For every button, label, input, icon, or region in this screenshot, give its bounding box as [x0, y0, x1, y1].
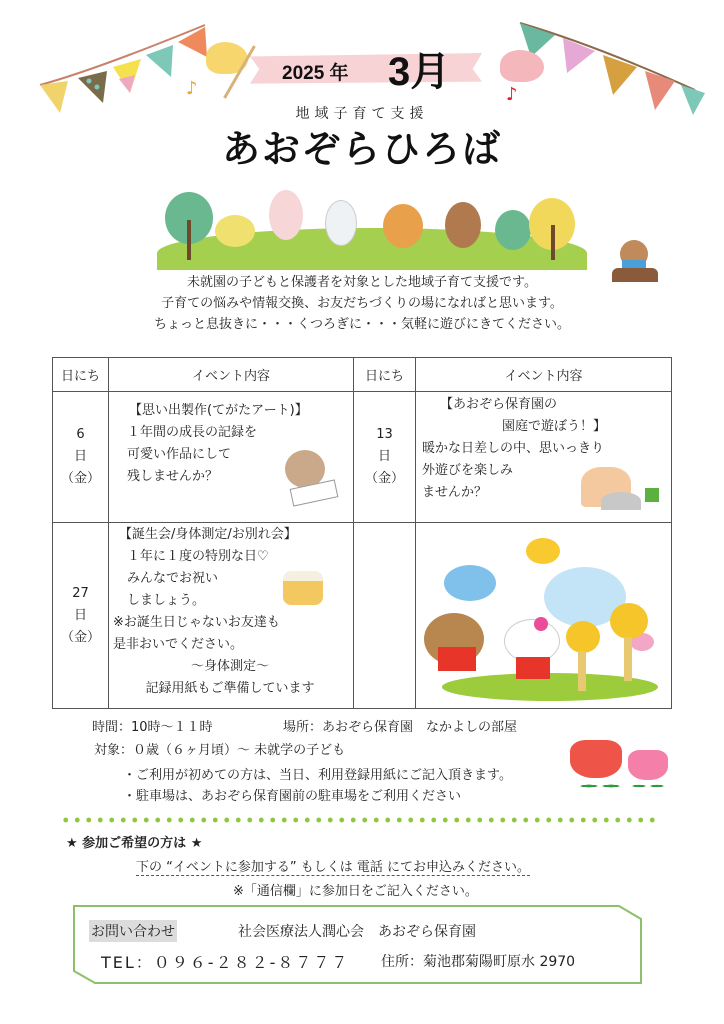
event-date — [53, 392, 109, 523]
bear-shirt — [438, 647, 476, 671]
event-line: みんなでお祝い — [127, 571, 219, 586]
intro-line: 子育ての悩みや情報交換、お友だちづくりの場になればと思います。 — [161, 296, 563, 311]
contact-label: お問い合わせ — [89, 920, 177, 942]
friends-illustration-cell — [416, 523, 672, 709]
squirrel-icon — [383, 204, 423, 248]
event-date — [53, 523, 109, 709]
tree-trunk — [578, 651, 586, 691]
day-unit: 日 — [73, 449, 87, 464]
pink-bird-icon — [500, 50, 544, 82]
intro-text — [0, 272, 724, 335]
event-title: 【思い出製作(てがたアート)】 — [129, 403, 308, 418]
event-line: １年間の成長の記録を — [127, 425, 258, 440]
event-line: 残しませんか？ — [127, 469, 219, 484]
place-info: 場所：あおぞら保育園 なかよしの部屋 — [283, 720, 518, 735]
event-line: 可愛い作品にして — [127, 447, 232, 462]
event-line: １年に１度の特別な日♡ — [127, 549, 269, 564]
weekday: （金） — [60, 629, 100, 645]
day-number: 13 — [376, 427, 393, 442]
smiling-tree-icon — [610, 603, 648, 639]
intro-line: ちょっと息抜きに・・・くつろぎに・・・気軽に遊びにきてください。 — [153, 317, 570, 332]
tree-trunk — [551, 225, 555, 260]
table-header-row — [53, 358, 672, 392]
day-unit: 日 — [73, 607, 87, 623]
apply-instructions: 下の “イベントに参加する” もしくは 電話 にてお申込みください。 — [136, 856, 530, 876]
event-content — [109, 392, 354, 523]
event-subheading: ～身体測定～ — [190, 659, 269, 674]
intro-line: 未就園の子どもと保護者を対象とした地域子育て支援です。 — [187, 275, 537, 290]
sun-icon — [526, 538, 560, 564]
day-number: 6 — [76, 427, 85, 442]
table-row — [53, 523, 672, 709]
event-content — [109, 523, 354, 709]
event-line: ※お誕生日じゃないお友達も — [113, 615, 280, 630]
rabbit-shirt — [516, 657, 550, 679]
event-title: 【誕生会/身体測定/お別れ会】 — [119, 527, 297, 542]
time-info: 時間：10時～１１時 — [92, 720, 213, 735]
bear-icon — [445, 202, 481, 248]
events-table — [52, 357, 672, 709]
column-header-event: イベント内容 — [416, 358, 672, 392]
music-note-icon: ♪ — [186, 78, 198, 99]
event-date — [354, 392, 416, 523]
day-unit: 日 — [377, 449, 391, 464]
tree-trunk — [187, 220, 191, 260]
blue-balloon-icon — [444, 565, 496, 601]
page-title: あおぞらひろば — [221, 127, 502, 171]
column-header-event: イベント内容 — [109, 358, 354, 392]
apply-heading: ★ 参加ご希望の方は ★ — [66, 836, 203, 851]
contact-address: 住所：菊池郡菊陽町原水 2970 — [381, 954, 576, 970]
bunting-left-decoration — [35, 15, 215, 115]
subtitle: 地域子育て支援 — [295, 106, 429, 122]
weekday: （金） — [364, 471, 404, 486]
event-line: ませんか？ — [422, 485, 488, 500]
event-line: 是非おいでください。 — [113, 637, 244, 652]
contact-box-border — [73, 905, 643, 985]
contact-phone: TEL：０９６-２８２-８７７７ — [101, 953, 350, 972]
red-tulip-icon — [570, 740, 622, 778]
forest-animals-illustration — [157, 180, 587, 270]
tree-icon — [215, 215, 255, 247]
year-label: 2025 年 — [282, 63, 349, 84]
tulip-leaves — [630, 781, 666, 791]
day-number: 27 — [72, 585, 89, 601]
event-line: しましょう。 — [127, 593, 206, 608]
target-info: 対象：０歳（６ヶ月頃）～ 未就学の子ども — [94, 743, 346, 758]
event-line: 暖かな日差しの中、思いっきり — [422, 441, 605, 456]
event-line: 外遊びを楽しみ — [422, 463, 514, 478]
dotted-divider — [60, 817, 658, 823]
event-title: 【あおぞら保育園の — [440, 397, 558, 412]
weekday: （金） — [60, 471, 100, 486]
table-row — [53, 392, 672, 523]
empty-date — [354, 523, 416, 709]
music-note-icon: ♪ — [506, 84, 518, 105]
pink-tulip-icon — [628, 750, 668, 780]
column-header-date: 日にち — [53, 358, 109, 392]
event-line: 記録用紙もご準備しています — [145, 681, 315, 696]
month-label: 3月 — [388, 50, 451, 94]
tree-icon — [495, 210, 531, 250]
apply-note: ※「通信欄」に参加日をご記入ください。 — [233, 884, 478, 899]
sand-mound-icon — [601, 492, 641, 510]
event-title: 園庭で遊ぼう！】 — [502, 419, 607, 434]
note-first-time: ・ご利用が初めての方は、当日、利用登録用紙にご記入頂きます。 — [123, 768, 512, 783]
note-parking: ・駐車場は、あおぞら保育園前の駐車場をご利用ください — [123, 789, 462, 804]
event-content — [416, 392, 672, 523]
flower-icon — [534, 617, 548, 631]
cat-icon — [325, 200, 357, 246]
contact-organization: 社会医療法人潤心会 あおぞら保育園 — [238, 924, 476, 940]
tree-trunk — [624, 637, 632, 681]
birthday-cake-icon — [283, 571, 323, 605]
tulip-leaves — [578, 781, 622, 791]
rabbit-icon — [269, 190, 303, 240]
green-bucket-icon — [645, 488, 659, 502]
smiling-tree-icon — [566, 621, 600, 653]
column-header-date: 日にち — [354, 358, 416, 392]
